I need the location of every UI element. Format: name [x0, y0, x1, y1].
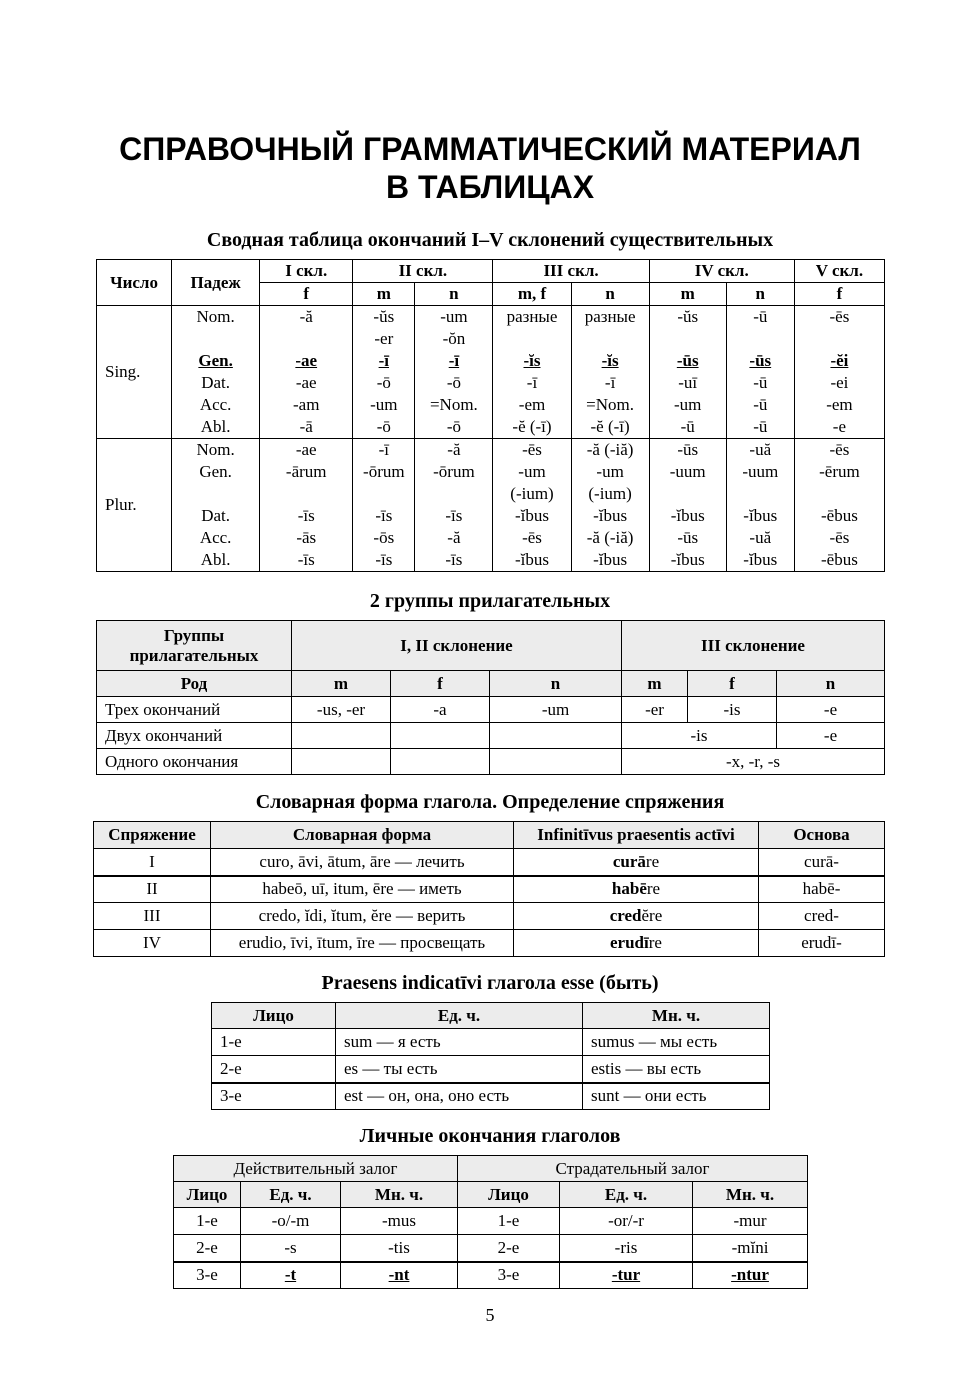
- singular-cases: [172, 306, 260, 439]
- ending-cell: -ēs: [829, 307, 850, 326]
- header-cell: Основа: [759, 822, 885, 849]
- ending-cell: -ă (-iă): [586, 440, 634, 459]
- singular-col: [571, 306, 649, 439]
- verb-form-caption: Словарная форма глагола. Определение спряжения: [255, 791, 725, 813]
- ending-cell: -ēbus: [821, 506, 858, 525]
- singular-col: [415, 306, 493, 439]
- singular-row: [97, 306, 885, 439]
- ending-cell: -um: [440, 307, 468, 326]
- header-gender: Род: [97, 671, 292, 697]
- ending-cell: -ŭs: [677, 307, 699, 326]
- singular-col: [493, 306, 571, 439]
- cell: -mur: [693, 1208, 808, 1235]
- page-number: 5: [485, 1305, 495, 1325]
- singular-col: [726, 306, 794, 439]
- row-label: Одного окончания: [97, 749, 292, 775]
- empty-cell: [490, 749, 622, 775]
- verb-form-table: [93, 821, 885, 957]
- case-label: Acc.: [199, 528, 232, 547]
- esse-caption: Praesens indicatīvi глагола esse (быть): [321, 972, 659, 994]
- ending-cell: -ū: [753, 395, 768, 414]
- cell: 2-е: [174, 1235, 241, 1262]
- ending-cell: =Nom.: [586, 395, 635, 414]
- gender-header: n: [777, 671, 885, 697]
- ending-cell: [263, 483, 349, 505]
- ending-cell: [575, 328, 646, 350]
- table-row: [174, 1235, 808, 1262]
- case-label: Acc.: [199, 395, 232, 414]
- infinitive-cell: [514, 903, 759, 930]
- ending-cell: -ă: [299, 307, 313, 326]
- row-label: Двух окончаний: [97, 723, 292, 749]
- conj-cell: IV: [94, 930, 211, 957]
- conj-cell: II: [94, 876, 211, 903]
- ending-cell: -ĭbus: [743, 550, 778, 569]
- table-row: [174, 1262, 808, 1289]
- ending-cell: -ī: [604, 373, 616, 392]
- ending-cell: -ō: [376, 417, 391, 436]
- case-label: Nom.: [196, 307, 235, 326]
- gender-header: f: [688, 671, 777, 697]
- ending-cell: [730, 483, 791, 505]
- empty-cell: [292, 723, 391, 749]
- gender-header: n: [726, 283, 794, 306]
- gender-header: f: [260, 283, 353, 306]
- plural-cell: sumus — мы есть: [583, 1029, 770, 1056]
- plural-cases: [172, 439, 260, 572]
- singular-col: [649, 306, 726, 439]
- cell: -is: [622, 723, 777, 749]
- cell: -or/-r: [560, 1208, 693, 1235]
- person-cell: 3-е: [212, 1083, 336, 1110]
- infinitive-ending: re: [645, 851, 660, 871]
- header-cell: Лицо: [212, 1003, 336, 1029]
- case-label: Gen.: [198, 351, 233, 370]
- infinitive-ending: ĕre: [641, 906, 663, 925]
- cell: 3-е: [458, 1262, 560, 1289]
- empty-cell: [391, 723, 490, 749]
- ending-cell: -ā: [299, 417, 313, 436]
- ending-cell: -īs: [445, 506, 463, 525]
- cell: -is: [688, 697, 777, 723]
- case-label: [175, 483, 256, 505]
- number-label-plural: Plur.: [97, 439, 172, 572]
- cell: 1-е: [174, 1208, 241, 1235]
- table-row: [94, 930, 885, 957]
- header-cell: Infinitīvus praesentis actīvi: [514, 822, 759, 849]
- esse-table: [211, 1002, 770, 1110]
- ending-cell: -ū: [753, 307, 768, 326]
- cell: -us, -er: [292, 697, 391, 723]
- plural-col: [571, 439, 649, 572]
- ending-cell: -ī: [526, 373, 538, 392]
- ending-cell: -um: [370, 395, 398, 414]
- ending-cell: -ă: [447, 528, 461, 547]
- ending-cell: -ārum: [285, 462, 327, 481]
- form-cell: erudio, īvi, ītum, īre — просвещать: [211, 930, 514, 957]
- header-decl-3: III склонение: [622, 621, 885, 671]
- cell: -ris: [560, 1235, 693, 1262]
- passive-voice-header: Страдательный залог: [458, 1156, 808, 1182]
- verb-endings-table: [173, 1155, 808, 1289]
- cell: -er: [622, 697, 688, 723]
- ending-cell: -uă: [749, 440, 772, 459]
- ending-cell: -ēs: [829, 440, 850, 459]
- gender-header: m: [622, 671, 688, 697]
- infinitive-stem: cred: [609, 906, 642, 925]
- ending: -ntur: [731, 1265, 769, 1285]
- ending-cell: -uum: [669, 462, 706, 481]
- ending-cell: -ū: [753, 373, 768, 392]
- plural-row: [97, 439, 885, 572]
- plural-col: [726, 439, 794, 572]
- ending-cell: -ī: [448, 351, 460, 370]
- page-title-line-2: В ТАБЛИЦАХ: [385, 169, 595, 205]
- number-label-singular: Sing.: [97, 306, 172, 439]
- cell: 2-е: [458, 1235, 560, 1262]
- row-label: Трех окончаний: [97, 697, 292, 723]
- table-row: [94, 876, 885, 903]
- cell: -mus: [341, 1208, 458, 1235]
- person-cell: 1-е: [212, 1029, 336, 1056]
- header-cell: Спряжение: [94, 822, 211, 849]
- ending-cell: -īs: [375, 550, 393, 569]
- case-label: Nom.: [196, 440, 235, 459]
- ending-cell: -ĭbus: [593, 506, 628, 525]
- ending: -tur: [611, 1265, 641, 1285]
- header-cell: Лицо: [458, 1182, 560, 1208]
- ending-cell: -īs: [297, 550, 315, 569]
- singular-cell: es — ты есть: [336, 1056, 583, 1083]
- form-cell: habeō, uī, itum, ēre — иметь: [211, 876, 514, 903]
- plural-col: [353, 439, 415, 572]
- stem-cell: cred-: [759, 903, 885, 930]
- infinitive-ending: re: [646, 879, 661, 899]
- gender-header: f: [391, 671, 490, 697]
- plural-col: [260, 439, 353, 572]
- ending-cell: -am: [293, 395, 320, 414]
- ending-cell: -ēs: [522, 440, 542, 459]
- ending-cell: -īs: [297, 506, 315, 525]
- ending-cell: [798, 328, 881, 350]
- ending-cell: [653, 483, 723, 505]
- cell: -o/-m: [241, 1208, 341, 1235]
- infinitive-cell: [514, 849, 759, 876]
- ending-cell: (-ium): [588, 484, 632, 503]
- cell: -e: [777, 697, 885, 723]
- adjective-groups-table: [96, 620, 885, 775]
- ending-cell: -em: [826, 395, 853, 414]
- ending-cell: -er: [374, 329, 394, 348]
- ending-cell: -ae: [295, 440, 317, 459]
- conj-cell: I: [94, 849, 211, 876]
- case-label: [175, 328, 256, 350]
- case-label: Dat.: [201, 373, 231, 392]
- ending-cell: -ī: [378, 351, 389, 370]
- cell: -um: [490, 697, 622, 723]
- table-row: [97, 723, 885, 749]
- ending-cell: -e: [832, 417, 847, 436]
- ending-cell: -ēs: [829, 528, 850, 547]
- header-cell: Мн. ч.: [693, 1182, 808, 1208]
- ending-cell: -ūs: [677, 528, 699, 547]
- table-row: [212, 1083, 770, 1110]
- ending-cell: [356, 483, 411, 505]
- ending-cell: -ō: [446, 417, 461, 436]
- gender-header: f: [794, 283, 884, 306]
- header-cell: Ед. ч.: [241, 1182, 341, 1208]
- cell: -e: [777, 723, 885, 749]
- ending-cell: -ă (-iă): [586, 528, 634, 547]
- plural-col: [649, 439, 726, 572]
- case-label: Abl.: [200, 417, 231, 436]
- header-cell: Лицо: [174, 1182, 241, 1208]
- header-decl-1-2: I, II склонение: [292, 621, 622, 671]
- plural-col: [794, 439, 884, 572]
- infinitive-stem: habē: [611, 879, 647, 899]
- ending-cell: -īs: [375, 506, 393, 525]
- header-cell: Мн. ч.: [341, 1182, 458, 1208]
- ending-cell: -um: [596, 462, 624, 481]
- ending-cell: -ō: [446, 373, 461, 392]
- cell: 1-е: [458, 1208, 560, 1235]
- singular-cell: est — он, она, оно есть: [336, 1083, 583, 1110]
- ending-cell: -ī: [378, 440, 389, 459]
- ending-cell: -ae: [295, 351, 318, 370]
- ending-cell: -ĭbus: [670, 506, 705, 525]
- table-row: [97, 697, 885, 723]
- gender-header: m: [649, 283, 726, 306]
- header-decl-3: III скл.: [493, 260, 649, 283]
- gender-header: m: [292, 671, 391, 697]
- person-cell: 2-е: [212, 1056, 336, 1083]
- ending-cell: -ō: [376, 373, 391, 392]
- header-case: Падеж: [172, 260, 260, 306]
- ending-cell: разные: [506, 307, 558, 326]
- ending-cell: -ĭbus: [670, 550, 705, 569]
- ending-cell: -ei: [830, 373, 849, 392]
- ending-cell: разные: [584, 307, 636, 326]
- ending-cell: -ās: [296, 528, 317, 547]
- ending-cell: -ūs: [677, 440, 699, 459]
- singular-col: [794, 306, 884, 439]
- conj-cell: III: [94, 903, 211, 930]
- ending-cell: -ērum: [819, 462, 860, 481]
- header-cell: Ед. ч.: [336, 1003, 583, 1029]
- ending-cell: [418, 483, 489, 505]
- ending-cell: [263, 328, 349, 350]
- plural-col: [493, 439, 571, 572]
- ending-cell: -um: [518, 462, 546, 481]
- ending-cell: -ū: [680, 417, 695, 436]
- ending: -nt: [388, 1265, 410, 1285]
- ending-cell: -ōrum: [363, 462, 405, 481]
- header-adj-groups: Группы прилагательных: [97, 621, 292, 671]
- plural-col: [415, 439, 493, 572]
- ending-cell: -ōrum: [433, 462, 475, 481]
- cell: [693, 1262, 808, 1289]
- header-decl-2: II скл.: [353, 260, 493, 283]
- empty-cell: [292, 749, 391, 775]
- gender-header: n: [571, 283, 649, 306]
- gender-header: n: [490, 671, 622, 697]
- cell: 3-е: [174, 1262, 241, 1289]
- singular-col: [353, 306, 415, 439]
- cell: -mĭni: [693, 1235, 808, 1262]
- cell: -a: [391, 697, 490, 723]
- case-label: Dat.: [201, 506, 231, 525]
- ending-cell: -ū: [753, 417, 768, 436]
- header-cell: Словарная форма: [211, 822, 514, 849]
- empty-cell: [391, 749, 490, 775]
- header-cell: Мн. ч.: [583, 1003, 770, 1029]
- ending-cell: -ēs: [522, 528, 542, 547]
- infinitive-cell: [514, 930, 759, 957]
- ending-cell: -uă: [749, 528, 772, 547]
- ending-cell: -uī: [678, 373, 698, 392]
- singular-cell: sum — я есть: [336, 1029, 583, 1056]
- table-row: [97, 749, 885, 775]
- ending-cell: -ă: [447, 440, 461, 459]
- noun-table-caption: Сводная таблица окончаний I–V склонений существительных: [206, 229, 774, 251]
- cell: [560, 1262, 693, 1289]
- table-row: [212, 1029, 770, 1056]
- ending-cell: -īs: [445, 550, 463, 569]
- ending-cell: -ĕ (-ī): [590, 417, 630, 436]
- table-row: [174, 1208, 808, 1235]
- cell: -x, -r, -s: [622, 749, 885, 775]
- gender-header: m: [353, 283, 415, 306]
- infinitive-cell: [514, 876, 759, 903]
- ending-cell: -um: [674, 395, 702, 414]
- ending: -t: [284, 1265, 297, 1285]
- infinitive-stem: curā: [612, 851, 646, 871]
- page-title: [0, 130, 980, 206]
- table-row: [212, 1056, 770, 1083]
- singular-col: [260, 306, 353, 439]
- ending-cell: -ĭbus: [743, 506, 778, 525]
- plural-cell: estis — вы есть: [583, 1056, 770, 1083]
- ending-cell: -ĭs: [601, 351, 619, 370]
- case-label: Abl.: [200, 550, 231, 569]
- ending-cell: -ūs: [749, 351, 772, 370]
- ending-cell: -ŭs: [373, 307, 395, 326]
- header-number: Число: [97, 260, 172, 306]
- ending-cell: -uum: [742, 462, 779, 481]
- ending-cell: [653, 328, 723, 350]
- form-cell: curo, āvi, ātum, āre — лечить: [211, 849, 514, 876]
- infinitive-stem: erudī: [610, 933, 649, 952]
- cell: [341, 1262, 458, 1289]
- adj-table-caption: 2 группы прилагательных: [369, 590, 611, 612]
- header-decl-4: IV скл.: [649, 260, 794, 283]
- ending-cell: -ūs: [676, 351, 699, 370]
- cell: [241, 1262, 341, 1289]
- ending-cell: -ĕi: [830, 351, 849, 370]
- ending-cell: (-ium): [510, 484, 554, 503]
- form-cell: credo, ĭdi, ĭtum, ĕre — верить: [211, 903, 514, 930]
- table-row: [94, 849, 885, 876]
- gender-header: n: [415, 283, 493, 306]
- case-label: Gen.: [199, 462, 232, 481]
- ending-cell: [730, 328, 791, 350]
- ending-cell: -ĭs: [523, 351, 541, 370]
- cell: -tis: [341, 1235, 458, 1262]
- page-title-line-1: СПРАВОЧНЫЙ ГРАММАТИЧЕСКИЙ МАТЕРИАЛ: [119, 131, 861, 167]
- ending-cell: -ĭbus: [515, 506, 549, 525]
- noun-endings-table: [96, 259, 885, 572]
- ending-cell: -ōs: [373, 528, 395, 547]
- ending-cell: -ŏn: [442, 329, 466, 348]
- header-decl-5: V скл.: [794, 260, 884, 283]
- header-decl-1: I скл.: [260, 260, 353, 283]
- ending-cell: [798, 483, 881, 505]
- ending-cell: =Nom.: [429, 395, 478, 414]
- active-voice-header: Действительный залог: [174, 1156, 458, 1182]
- ending-cell: [496, 328, 567, 350]
- empty-cell: [490, 723, 622, 749]
- ending-cell: -ae: [295, 373, 317, 392]
- header-cell: Ед. ч.: [560, 1182, 693, 1208]
- ending-cell: -ĕ (-ī): [512, 417, 552, 436]
- table-row: [94, 903, 885, 930]
- endings-caption: Личные окончания глаголов: [359, 1125, 621, 1147]
- stem-cell: habē-: [759, 876, 885, 903]
- ending-cell: -ēbus: [821, 550, 858, 569]
- ending-cell: -em: [518, 395, 546, 414]
- plural-cell: sunt — они есть: [583, 1083, 770, 1110]
- stem-cell: curā-: [759, 849, 885, 876]
- stem-cell: erudī-: [759, 930, 885, 957]
- ending-cell: -ĭbus: [593, 550, 628, 569]
- gender-header: m, f: [493, 283, 571, 306]
- ending-cell: -ĭbus: [515, 550, 549, 569]
- cell: -s: [241, 1235, 341, 1262]
- infinitive-ending: re: [648, 933, 662, 952]
